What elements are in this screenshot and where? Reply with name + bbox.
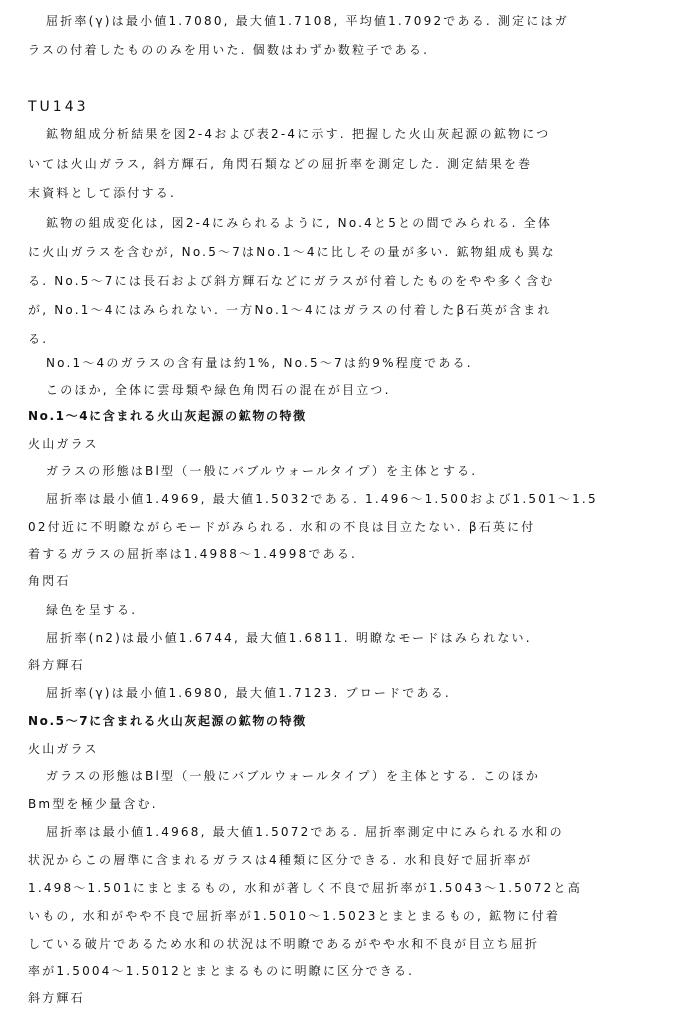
section-heading: TU143 xyxy=(28,99,89,115)
paragraph-line: 率が1.5004〜1.5012とまとまるものに明瞭に区分できる. xyxy=(28,964,415,978)
subsection-heading: No.5〜7に含まれる火山灰起源の鉱物の特徴 xyxy=(28,714,307,728)
mineral-heading: 火山ガラス xyxy=(28,742,99,756)
paragraph-line: ガラスの形態はBl型（一般にバブルウォールタイプ）を主体とする. このほか xyxy=(46,769,541,783)
paragraph-line: 屈折率は最小値1.4968, 最大値1.5072である. 屈折率測定中にみられる水和の xyxy=(46,825,564,839)
mineral-heading: 斜方輝石 xyxy=(28,991,85,1005)
paragraph-line: 屈折率は最小値1.4969, 最大値1.5032である. 1.496〜1.500および1.501〜1.5 xyxy=(46,492,598,506)
paragraph-line: 屈折率(γ)は最小値1.6980, 最大値1.7123. ブロードである. xyxy=(46,686,451,700)
paragraph-line: このほか, 全体に雲母類や緑色角閃石の混在が目立つ. xyxy=(46,383,391,397)
paragraph-line: が, No.1〜4にはみられない. 一方No.1〜4にはガラスの付着したβ石英が含まれ xyxy=(28,303,552,317)
paragraph-line: Bm型を極少量含む. xyxy=(28,797,158,811)
paragraph-line: No.1〜4のガラスの含有量は約1%, No.5〜7は約9%程度である. xyxy=(46,356,473,370)
paragraph-line: る. xyxy=(28,332,49,346)
paragraph-line: している破片であるため水和の状況は不明瞭であるがやや水和不良が目立ち屈折 xyxy=(28,937,540,951)
paragraph-line: いもの, 水和がやや不良で屈折率が1.5010〜1.5023とまとまるもの, 鉱物に付着 xyxy=(28,909,561,923)
paragraph-line: 末資料として添付する. xyxy=(28,186,177,200)
paragraph-line: 屈折率(γ)は最小値1.7080, 最大値1.7108, 平均値1.7092である. 測定にはガ xyxy=(46,14,569,28)
paragraph-line: 鉱物組成分析結果を図2-4および表2-4に示す. 把握した火山灰起源の鉱物につ xyxy=(46,127,551,141)
paragraph-line: 状況からこの層準に含まれるガラスは4種類に区分できる. 水和良好で屈折率が xyxy=(28,853,533,867)
subsection-heading: No.1〜4に含まれる火山灰起源の鉱物の特徴 xyxy=(28,409,307,423)
paragraph-line: る. No.5〜7には長石および斜方輝石などにガラスが付着したものをやや多く含む xyxy=(28,274,555,288)
mineral-heading: 火山ガラス xyxy=(28,437,99,451)
paragraph-line: 鉱物の組成変化は, 図2-4にみられるように, No.4と5との間でみられる. 全体 xyxy=(46,216,553,230)
paragraph-line: 着するガラスの屈折率は1.4988〜1.4998である. xyxy=(28,547,358,561)
mineral-heading: 斜方輝石 xyxy=(28,658,85,672)
mineral-heading: 角閃石 xyxy=(28,574,71,588)
paragraph-line: いては火山ガラス, 斜方輝石, 角閃石類などの屈折率を測定した. 測定結果を巻 xyxy=(28,157,533,171)
paragraph-line: 1.498〜1.501にまとまるもの, 水和が著しく不良で屈折率が1.5043〜1.5072と高 xyxy=(28,881,582,895)
paragraph-line: に火山ガラスを含むが, No.5〜7はNo.1〜4に比しその量が多い. 鉱物組成も異な xyxy=(28,245,556,259)
paragraph-line: 緑色を呈する. xyxy=(46,603,138,617)
paragraph-line: 02付近に不明瞭ながらモードがみられる. 水和の不良は目立たない. β石英に付 xyxy=(28,520,536,534)
paragraph-line: ラスの付着したもののみを用いた. 個数はわずか数粒子である. xyxy=(28,43,430,57)
paragraph-line: 屈折率(n2)は最小値1.6744, 最大値1.6811. 明瞭なモードはみられない. xyxy=(46,631,532,645)
paragraph-line: ガラスの形態はBl型（一般にバブルウォールタイプ）を主体とする. xyxy=(46,464,478,478)
